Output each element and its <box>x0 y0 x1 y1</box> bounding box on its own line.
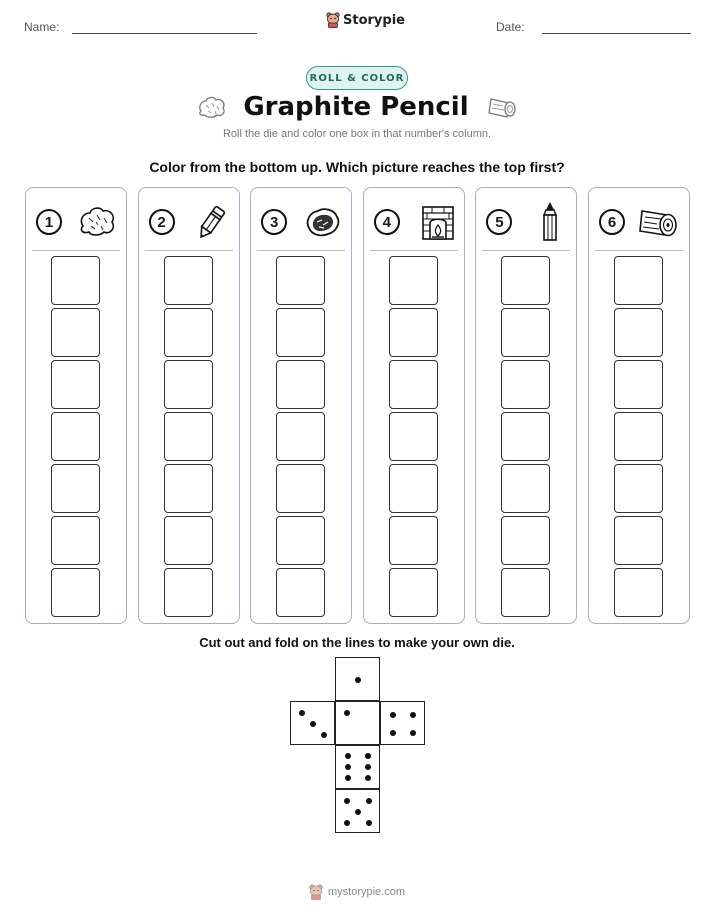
brand-name: Storypie <box>343 12 405 28</box>
color-box[interactable] <box>501 516 550 565</box>
graphite-rock-icon <box>78 204 118 240</box>
column-1 <box>25 187 127 624</box>
die-face-1 <box>335 701 380 745</box>
die-face-1 <box>335 657 380 701</box>
pip <box>344 820 350 826</box>
pip <box>344 798 350 804</box>
color-box[interactable] <box>51 568 100 617</box>
column-number: 6 <box>599 209 625 235</box>
graphite-rock-icon <box>197 95 227 119</box>
color-box[interactable] <box>164 568 213 617</box>
cut-instruction: Cut out and fold on the lines to make your own die. <box>199 635 515 650</box>
pip <box>310 721 316 727</box>
date-label: Date: <box>496 20 525 34</box>
column-divider <box>257 250 345 251</box>
color-box[interactable] <box>164 516 213 565</box>
column-number: 3 <box>261 209 287 235</box>
color-box[interactable] <box>164 360 213 409</box>
pip <box>390 712 396 718</box>
color-box[interactable] <box>276 464 325 513</box>
column-divider <box>32 250 120 251</box>
die-face-3 <box>290 701 335 745</box>
wood-log-icon <box>485 95 517 119</box>
color-box[interactable] <box>389 308 438 357</box>
die-net <box>290 657 425 835</box>
pip <box>390 730 396 736</box>
column-number: 2 <box>149 209 175 235</box>
color-box[interactable] <box>614 464 663 513</box>
color-box[interactable] <box>276 568 325 617</box>
column-header <box>599 202 681 242</box>
color-box[interactable] <box>389 464 438 513</box>
pip <box>410 712 416 718</box>
column-header <box>374 202 456 242</box>
color-box[interactable] <box>389 516 438 565</box>
color-box[interactable] <box>389 360 438 409</box>
column-header <box>261 202 343 242</box>
pip <box>366 820 372 826</box>
pip <box>355 809 361 815</box>
column-divider <box>482 250 570 251</box>
pencil-icon <box>191 202 231 242</box>
color-box[interactable] <box>614 568 663 617</box>
color-box[interactable] <box>164 308 213 357</box>
color-box[interactable] <box>51 516 100 565</box>
color-box[interactable] <box>51 464 100 513</box>
color-box[interactable] <box>501 568 550 617</box>
color-box[interactable] <box>389 256 438 305</box>
color-box[interactable] <box>501 256 550 305</box>
color-box[interactable] <box>614 412 663 461</box>
column-header <box>149 202 231 242</box>
pip <box>365 753 371 759</box>
footer <box>0 884 714 900</box>
column-header <box>36 202 118 242</box>
pip <box>345 775 351 781</box>
color-box[interactable] <box>51 308 100 357</box>
die-face-6 <box>335 745 380 789</box>
die-face-5 <box>335 789 380 833</box>
column-divider <box>370 250 458 251</box>
fireplace-icon <box>420 203 456 241</box>
column-number: 5 <box>486 209 512 235</box>
color-box[interactable] <box>501 464 550 513</box>
pip <box>321 732 327 738</box>
pip <box>345 764 351 770</box>
pip <box>365 775 371 781</box>
color-box[interactable] <box>164 412 213 461</box>
color-box[interactable] <box>614 256 663 305</box>
die-face-4 <box>380 701 425 745</box>
color-box[interactable] <box>389 412 438 461</box>
color-box[interactable] <box>276 308 325 357</box>
wood-log-icon <box>637 205 681 239</box>
subtitle: Roll the die and color one box in that number's column. <box>222 128 492 140</box>
charcoal-icon <box>303 204 343 240</box>
storypie-mascot-icon <box>326 12 340 28</box>
color-box[interactable] <box>276 256 325 305</box>
title-row <box>0 92 714 122</box>
color-box[interactable] <box>51 360 100 409</box>
name-label: Name: <box>24 20 60 34</box>
column-number: 4 <box>374 209 400 235</box>
name-line[interactable] <box>72 33 257 34</box>
column-header <box>486 202 568 242</box>
sharpened-pencil-icon <box>532 201 568 243</box>
column-4 <box>363 187 465 624</box>
column-3 <box>250 187 352 624</box>
color-box[interactable] <box>164 464 213 513</box>
color-box[interactable] <box>276 412 325 461</box>
pip <box>410 730 416 736</box>
color-box[interactable] <box>51 412 100 461</box>
column-divider <box>595 250 683 251</box>
activity-badge: ROLL & COLOR <box>306 66 408 90</box>
color-box[interactable] <box>614 308 663 357</box>
column-divider <box>145 250 233 251</box>
color-box[interactable] <box>501 412 550 461</box>
color-box[interactable] <box>276 360 325 409</box>
footer-url[interactable]: mystorypie.com <box>327 886 406 898</box>
color-box[interactable] <box>164 256 213 305</box>
column-number: 1 <box>36 209 62 235</box>
pip <box>344 710 350 716</box>
color-box[interactable] <box>501 308 550 357</box>
pip <box>345 753 351 759</box>
storypie-mascot-icon <box>309 884 323 900</box>
color-box[interactable] <box>276 516 325 565</box>
date-line[interactable] <box>542 33 691 34</box>
pip <box>299 710 305 716</box>
color-box[interactable] <box>501 360 550 409</box>
instruction-text: Color from the bottom up. Which picture reaches the top first? <box>149 159 565 175</box>
color-box[interactable] <box>614 516 663 565</box>
color-box[interactable] <box>51 256 100 305</box>
pip <box>366 798 372 804</box>
page-title: Graphite Pencil <box>243 92 469 122</box>
column-5 <box>475 187 577 624</box>
pip <box>365 764 371 770</box>
brand-logo <box>326 12 405 28</box>
pip <box>355 677 361 683</box>
color-box[interactable] <box>389 568 438 617</box>
column-2 <box>138 187 240 624</box>
column-6 <box>588 187 690 624</box>
color-box[interactable] <box>614 360 663 409</box>
